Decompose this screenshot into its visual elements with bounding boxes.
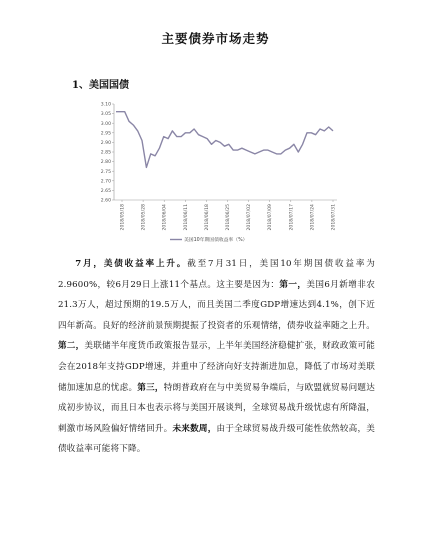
page-title: 主要债券市场走势 — [161, 31, 270, 46]
x-tick-label: 2018/07/24 — [310, 204, 316, 231]
text-run: 截至7月31日，美国10年期国债收益率为2.9600%，较6月29日上涨11个基点。这主要是因为： — [58, 259, 375, 290]
y-axis — [101, 102, 114, 204]
x-tick-label: 2018/06/11 — [183, 204, 189, 231]
y-tick-label: 2.75 — [100, 169, 111, 175]
chart-legend — [170, 236, 247, 243]
x-tick-label: 2018/06/25 — [226, 204, 231, 231]
x-tick-label: 2018/07/17 — [289, 204, 295, 231]
y-tick-label: 3.05 — [100, 112, 111, 118]
y-tick-label: 3.10 — [100, 102, 111, 108]
bold-run: 第二， — [58, 341, 85, 352]
x-tick-label: 2018/06/18 — [204, 204, 210, 231]
x-tick-label: 2018/07/31 — [331, 204, 337, 231]
y-tick-label: 2.70 — [100, 179, 111, 185]
yield-line-chart — [92, 99, 342, 249]
series-line-us-10y-yield — [116, 112, 333, 168]
y-tick-label: 2.90 — [100, 141, 111, 146]
bold-run: 第三， — [137, 382, 164, 393]
text-run: 由于全球贸易战升级可能性依然较高，美债收益率可能将下降。 — [58, 423, 376, 455]
bold-run: 未来数周， — [172, 423, 217, 434]
x-tick-label: 2018/07/09 — [268, 204, 274, 231]
x-tick-label: 2018/05/18 — [120, 204, 126, 231]
bold-run: 第一， — [279, 279, 307, 290]
y-tick-label: 2.60 — [100, 198, 111, 204]
x-tick-label: 2018/06/04 — [162, 204, 168, 231]
y-tick-label: 2.85 — [100, 150, 111, 156]
plot-area — [116, 112, 333, 168]
section-heading: 1、美国国债 — [72, 80, 129, 91]
x-axis — [114, 200, 337, 230]
y-tick-label: 2.95 — [100, 131, 111, 137]
text-run: 美国6月新增非农21.3万人，超过预期的19.5万人，而且美国二季度GDP增速达到4.1%，创下近四年新高。良好的经济前景预期提振了投资者的乐观情绪，债券收益率随之上升。 — [58, 279, 375, 331]
text-run: 美联储半年度货币政策报告显示，上半年美国经济稳健扩张，财政政策可能会在2018年支持GDP增速，并重申了经济向好支持渐进加息，降低了市场对美联储加速加息的忧虑。 — [58, 341, 375, 393]
y-tick-label: 2.65 — [100, 189, 111, 194]
legend-label: 美国10年期国债收益率（%） — [184, 238, 248, 243]
y-tick-label: 2.80 — [100, 160, 111, 166]
bold-run: 7月，美债收益率上升。 — [75, 259, 188, 269]
text-run: 特朗普政府在与中美贸易争端后，与欧盟就贸易问题达成初步协议，而且日本也表示将与美国开展谈判，全球贸易战升级忧虑有所降温，刺激市场风险偏好情绪回升。 — [58, 382, 375, 434]
x-tick-label: 2018/07/02 — [247, 204, 253, 231]
x-tick-label: 2018/05/28 — [141, 204, 147, 231]
analysis-paragraph — [58, 254, 375, 460]
y-tick-label: 3.00 — [100, 121, 111, 127]
